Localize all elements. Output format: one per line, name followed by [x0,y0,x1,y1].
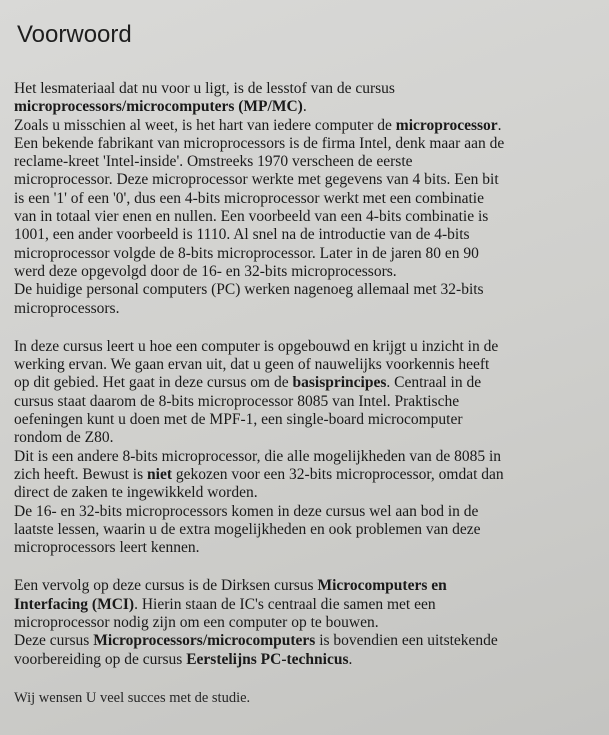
text-segment: De 16- en 32-bits microprocessors komen in deze cursus wel aan bod in de [14,502,479,520]
text-line [14,263,599,281]
text-line [14,503,599,521]
page-title: Voorwoord [17,21,132,48]
text-segment: op dit gebied. Het gaat in deze cursus om de [14,374,293,392]
body-text [14,80,599,669]
text-segment: . [302,98,307,116]
text-line [14,245,599,263]
bold-term: niet [147,465,172,483]
text-segment: microprocessor volgde de 8-bits microprocessor. Later in de jaren 80 en 90 [14,244,479,262]
text-line [14,411,599,429]
text-segment: van in totaal vier enen en nullen. Een voorbeeld van een 4-bits combinatie is [14,208,489,226]
text-segment: werd deze opgevolgd door de 16- en 32-bits microprocessors. [14,262,397,280]
text-line [14,338,599,356]
text-line [14,651,599,669]
text-segment: zich heeft. Bewust is [14,465,148,483]
text-segment: . Hierin staan de IC's centraal die samen met een [134,595,436,613]
text-segment: direct de zaken te ingewikkeld worden. [14,484,258,502]
text-line [14,374,599,392]
paragraph-1 [14,80,599,318]
text-segment: oefeningen kunt u doen met de MPF-1, een single-board microcomputer [14,411,463,429]
text-segment: is bovendien een uitstekende [315,632,498,650]
text-segment: . [348,650,353,668]
text-line [14,153,599,171]
text-line [14,393,599,411]
closing-line: Wij wensen U veel succes met de studie. [14,689,251,706]
text-segment: gekozen voor een 32-bits microprocessor, omdat dan [171,465,504,483]
text-segment: laatste lessen, waarin u de extra mogelijkheden en ook problemen van deze [14,520,481,538]
text-line [14,80,599,98]
text-line [14,596,599,614]
text-line [14,521,599,539]
text-segment: Een bekende fabrikant van microprocessors is de firma Intel, denk maar aan de [14,134,505,152]
text-line [14,190,599,208]
text-segment: microprocessors leert kennen. [14,539,200,557]
paragraph-2 [14,338,599,558]
text-segment: Het lesmateriaal dat nu voor u ligt, is de lesstof van de cursus [14,80,395,97]
text-segment: Dit is een andere 8-bits microprocessor, die alle mogelijkheden van de 8085 in [14,447,502,465]
text-segment: 1001, een ander voorbeeld is 1110. Al snel na de introductie van de 4-bits [14,226,470,244]
text-segment: rondom de Z80. [14,429,114,447]
text-segment: microprocessors. [14,299,120,317]
text-segment: voorbereiding op de cursus [14,650,187,668]
text-line [14,429,599,447]
text-line [14,226,599,244]
text-segment: Deze cursus [14,632,94,650]
bold-term: Microcomputers en [317,577,447,595]
text-segment: Zoals u misschien al weet, is het hart van iedere computer de [14,116,396,134]
bold-term: Interfacing (MCI) [14,595,135,613]
text-segment: microprocessor. Deze microprocessor werkte met gegevens van 4 bits. Een bit [14,171,499,189]
paragraph-3 [14,577,599,668]
text-line [14,448,599,466]
text-line [14,300,599,318]
text-line [14,171,599,189]
bold-term: Eerstelijns PC-technicus [186,650,349,668]
bold-term: Microprocessors/microcomputers [93,632,316,650]
text-segment: werking ervan. We gaan ervan uit, dat u geen of nauwelijks voorkennis heeft [14,356,490,374]
text-segment: . Centraal in de [386,374,482,392]
bold-term: microprocessor [395,116,498,134]
text-line [14,98,599,116]
text-line [14,356,599,374]
text-segment: cursus staat daarom de 8-bits microprocessor 8085 van Intel. Praktische [14,392,460,410]
text-segment: . [497,116,502,134]
text-segment: In deze cursus leert u hoe een computer is opgebouwd en krijgt u inzicht in de [14,337,499,355]
text-line [14,577,599,595]
text-line [14,632,599,650]
text-segment: Een vervolg op deze cursus is de Dirksen cursus [14,577,318,595]
text-segment: reclame-kreet 'Intel-inside'. Omstreeks 1970 verscheen de eerste [14,153,413,171]
text-segment: is een '1' of een '0', dus een 4-bits microprocessor werkt met een combinatie [14,189,484,207]
text-segment: De huidige personal computers (PC) werken nagenoeg allemaal met 32-bits [14,281,484,299]
text-line [14,117,599,135]
text-line [14,466,599,484]
text-line [14,208,599,226]
bold-term: microprocessors/microcomputers (MP/MC) [14,98,303,116]
text-line [14,539,599,557]
text-line [14,484,599,502]
text-segment: microprocessor nodig zijn om een computer op te bouwen. [14,614,379,632]
text-line [14,135,599,153]
text-line [14,614,599,632]
text-line [14,281,599,299]
bold-term: basisprincipes [292,374,387,392]
